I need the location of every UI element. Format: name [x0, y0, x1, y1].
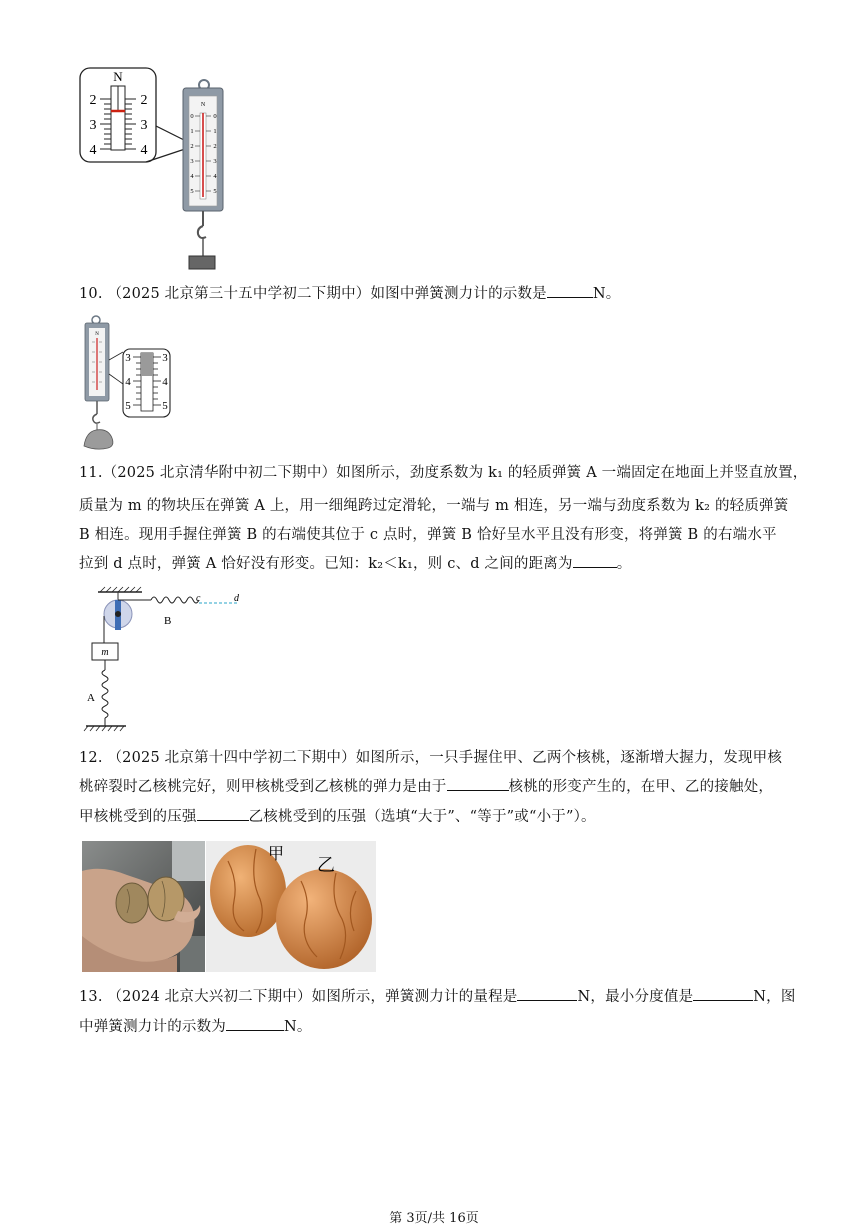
walnut-hand-photo: [82, 841, 205, 972]
answer-blank-q13-reading: [226, 1014, 284, 1031]
scale-tick-0: 0: [190, 113, 194, 120]
question-11-line-4-suffix: 。: [616, 556, 632, 572]
q10-zoom-tick-3-right: 3: [162, 352, 168, 364]
page-number-footer: 第 3页/共 16页: [389, 1211, 479, 1226]
answer-blank-q10: [547, 281, 593, 298]
spring-scale-figure-top: [78, 66, 238, 272]
label-walnut-yi: 乙: [317, 855, 335, 875]
zoom-tick-2-left: 2: [89, 93, 97, 108]
scale-tick-1: 1: [190, 128, 194, 135]
question-11-line-3: B 相连。现用手握住弹簧 B 的右端使其位于 c 点时，弹簧 B 恰好呈水平且没有形变，将弹簧 B 的右端水平: [79, 527, 777, 543]
label-spring-A: A: [87, 692, 95, 704]
question-13-line-2: [79, 1013, 312, 1041]
q10-zoom-tick-5-left: 5: [125, 400, 131, 412]
zoom-tick-3-right: 3: [140, 118, 148, 133]
q10-zoom-tick-4-left: 4: [125, 376, 131, 388]
scale-tick-4-right: 4: [213, 173, 217, 180]
question-12-line-2-suffix: 核桃的形变产生的，在甲、乙的接触处，: [508, 779, 774, 795]
scale-tick-3: 3: [190, 158, 194, 165]
walnut-pair-photo: [206, 841, 376, 972]
spring-scale-figure-q10: [80, 314, 174, 452]
zoom-unit-label: N: [113, 69, 123, 84]
zoom-tick-4-left: 4: [89, 143, 97, 158]
question-13-line-1-b: N，最小分度值是: [577, 989, 694, 1005]
answer-blank-q12-a: [447, 774, 509, 791]
scale-tick-5-right: 5: [213, 188, 217, 195]
scale-tick-5: 5: [190, 188, 194, 195]
scale-tick-3-right: 3: [213, 158, 217, 165]
label-walnut-jia: 甲: [267, 846, 285, 863]
answer-blank-q13-division: [693, 984, 753, 1001]
question-12-line-3-prefix: 甲核桃受到的压强: [79, 809, 197, 825]
question-12-line-3: [79, 803, 596, 831]
label-d: d: [234, 593, 239, 604]
question-10-prefix: 10. （2025 北京第三十五中学初二下期中）如图中弹簧测力计的示数是: [79, 286, 547, 302]
label-mass-m: m: [101, 647, 109, 658]
question-11-line-4: [79, 550, 631, 578]
question-13-line-2-a: 中弹簧测力计的示数为: [79, 1019, 226, 1035]
question-11-line-1: 11.（2025 北京清华附中初二下期中）如图所示，劲度系数为 k₁ 的轻质弹簧 A 一端固定在地面上并竖直放置，: [79, 465, 808, 481]
question-13-line-1-a: 13. （2024 北京大兴初二下期中）如图所示，弹簧测力计的量程是: [79, 989, 518, 1005]
zoom-tick-3-left: 3: [89, 118, 97, 133]
scale-tick-4: 4: [190, 173, 194, 180]
scale-tick-2: 2: [190, 143, 194, 150]
zoom-tick-4-right: 4: [140, 143, 148, 158]
question-13-line-1: [79, 983, 796, 1011]
question-12-line-2-prefix: 桃碎裂时乙核桃完好，则甲核桃受到乙核桃的弹力是由于: [79, 779, 447, 795]
question-10-suffix: N。: [592, 286, 621, 302]
scale-tick-0-right: 0: [213, 113, 217, 120]
scale-tick-2-right: 2: [213, 143, 217, 150]
q10-scale-unit: N: [95, 332, 99, 337]
q10-zoom-tick-4-right: 4: [162, 376, 168, 388]
scale-tick-1-right: 1: [213, 128, 217, 135]
question-12-line-3-suffix: 乙核桃受到的压强（选填“大于”、“等于”或“小于”）。: [248, 809, 596, 825]
question-12-line-1: 12. （2025 北京第十四中学初二下期中）如图所示，一只手握住甲、乙两个核桃，逐渐增大握力，发现甲核: [79, 750, 783, 766]
label-spring-B: B: [164, 615, 172, 627]
scale-unit-label: N: [200, 102, 206, 108]
question-11-line-2: 质量为 m 的物块压在弹簧 A 上，用一细绳跨过定滑轮，一端与 m 相连，另一端与劲度系数为 k₂ 的轻质弹簧: [79, 498, 789, 514]
question-12-line-2: [79, 773, 773, 801]
q10-zoom-tick-3-left: 3: [125, 352, 131, 364]
answer-blank-q12-b: [197, 804, 249, 821]
question-13-line-1-c: N，图: [753, 989, 796, 1005]
pulley-spring-diagram-q11: [78, 586, 254, 736]
question-11-line-4-prefix: 拉到 d 点时，弹簧 A 恰好没有形变。已知：k₂＜k₁，则 c、d 之间的距离为: [79, 556, 573, 572]
answer-blank-q13-range: [517, 984, 577, 1001]
question-10-text: [79, 280, 620, 308]
question-13-line-2-b: N。: [284, 1019, 312, 1035]
label-c: c: [196, 593, 201, 604]
q10-zoom-tick-5-right: 5: [162, 400, 168, 412]
zoom-tick-2-right: 2: [140, 93, 148, 108]
answer-blank-q11: [573, 551, 617, 568]
